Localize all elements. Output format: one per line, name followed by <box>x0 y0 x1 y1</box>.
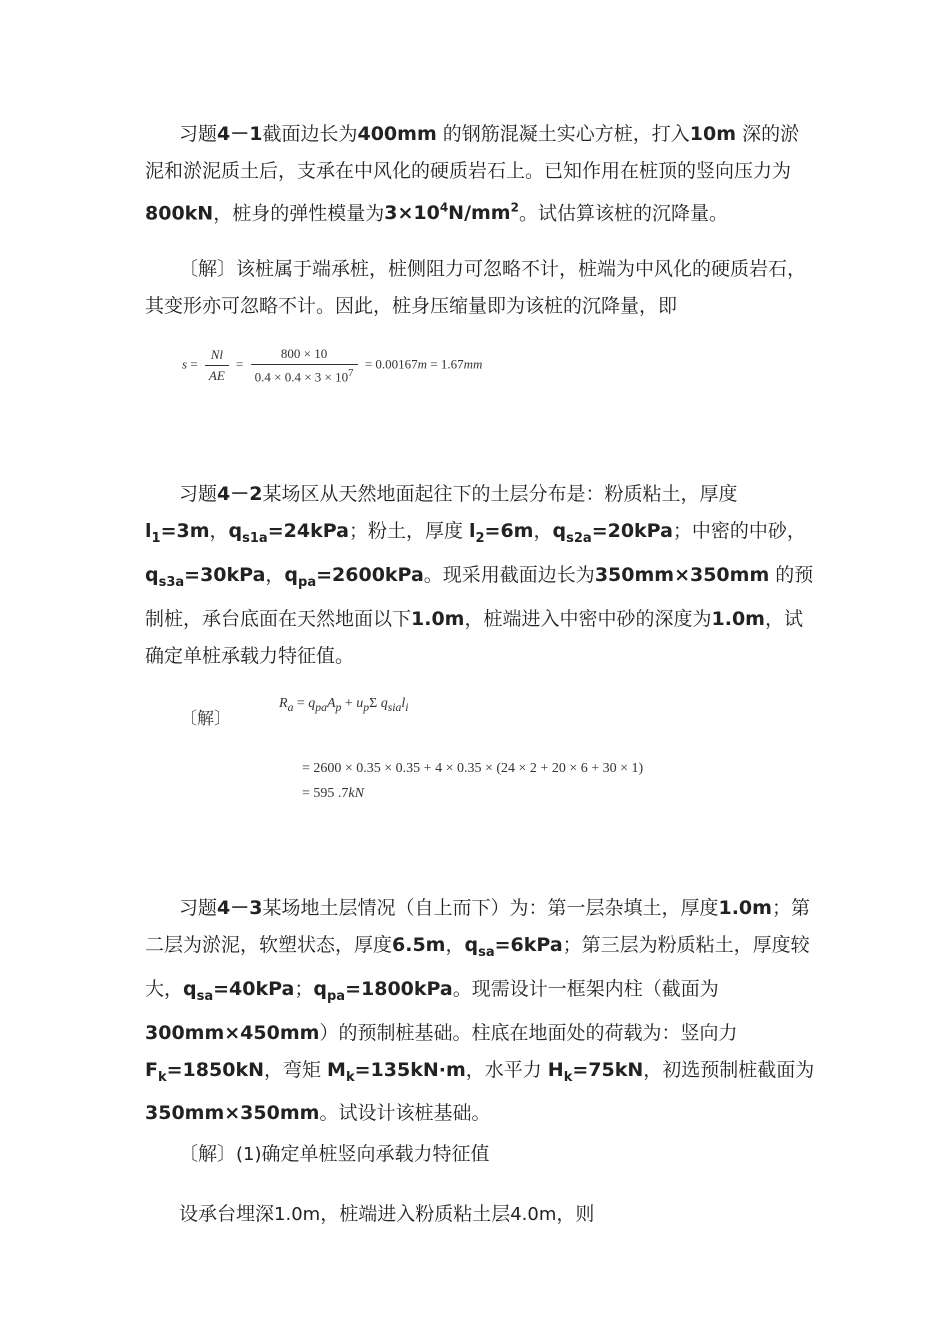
formula-capacity-result: = 595 .7kN <box>302 786 364 801</box>
formula-capacity: $R_a = q_{pa}A_p + u_p\Sigma$ $q_{sia}l_i$ <box>279 696 409 714</box>
problem-4-2: 习题4－2某场区从天然地面起往下的土层分布是：粉质粘土，厚度 $l_1=3m$，$q_{s1a}=24kPa$；粉土，厚度 $l_2=6m$，$q_{s2a}=20kPa$；中密的中砂，$q_{s3a}=30kPa$，$q_{pa}=2600kPa$。现采用截面边长为350mm×350mm 的预制桩，承台底面在天然地面以下1.0m，桩端进入中密中砂的深度为1.0m，试确定单桩承载力特征值。 <box>145 483 814 667</box>
formula-settlement: s = $\frac{Nl}{AE}$ = $\frac{800 \times 10}{0.4 \times 0.4 \times 3 \times 10^7}$ = 0.00167m = 1.67mm <box>182 346 483 385</box>
problem-4-1: 习题4－1截面边长为400mm 的钢筋混凝土实心方桩，打入10m 深的淤泥和淤泥质土后，支承在中风化的硬质岩石上。已知作用在桩顶的竖向压力为 800kN，桩身的弹性模量为$3\times 10^4N/mm^2$。试估算该桩的沉降量。 <box>145 123 800 225</box>
solution-4-2-label: 〔解〕 <box>180 709 231 729</box>
solution-4-3-line2: 设承台埋深1.0m，桩端进入粉质粘土层4.0m，则 <box>179 1203 595 1225</box>
problem-4-3: 习题4－3某场地土层情况（自上而下）为：第一层杂填土，厚度1.0m；第二层为淤泥，软塑状态，厚度6.5m，$q_{sa}=6kPa$；第三层为粉质粘土，厚度较大，$q_{sa}=40kPa$；$q_{pa}=1800kPa$。现需设计一框架内柱（截面为300mm×450mm）的预制桩基础。柱底在地面处的荷载为：竖向力 $F_k=1850kN$，弯矩 $M_k=135kN\cdot m$，水平力 $H_k=75kN$，初选预制桩截面为350mm×350mm。试设计该桩基础。 <box>145 897 815 1125</box>
solution-4-3-step1: 〔解〕(1)确定单桩竖向承载力特征值 <box>179 1143 490 1165</box>
solution-4-1: 〔解〕该桩属于端承桩，桩侧阻力可忽略不计，桩端为中风化的硬质岩石，其变形亦可忽略不计。因此，桩身压缩量即为该桩的沉降量，即 <box>145 258 807 317</box>
formula-capacity-line2: = 2600 × 0.35 × 0.35 + 4 × 0.35 × (24 × 2 + 20 × 6 + 30 × 1) <box>302 761 644 776</box>
